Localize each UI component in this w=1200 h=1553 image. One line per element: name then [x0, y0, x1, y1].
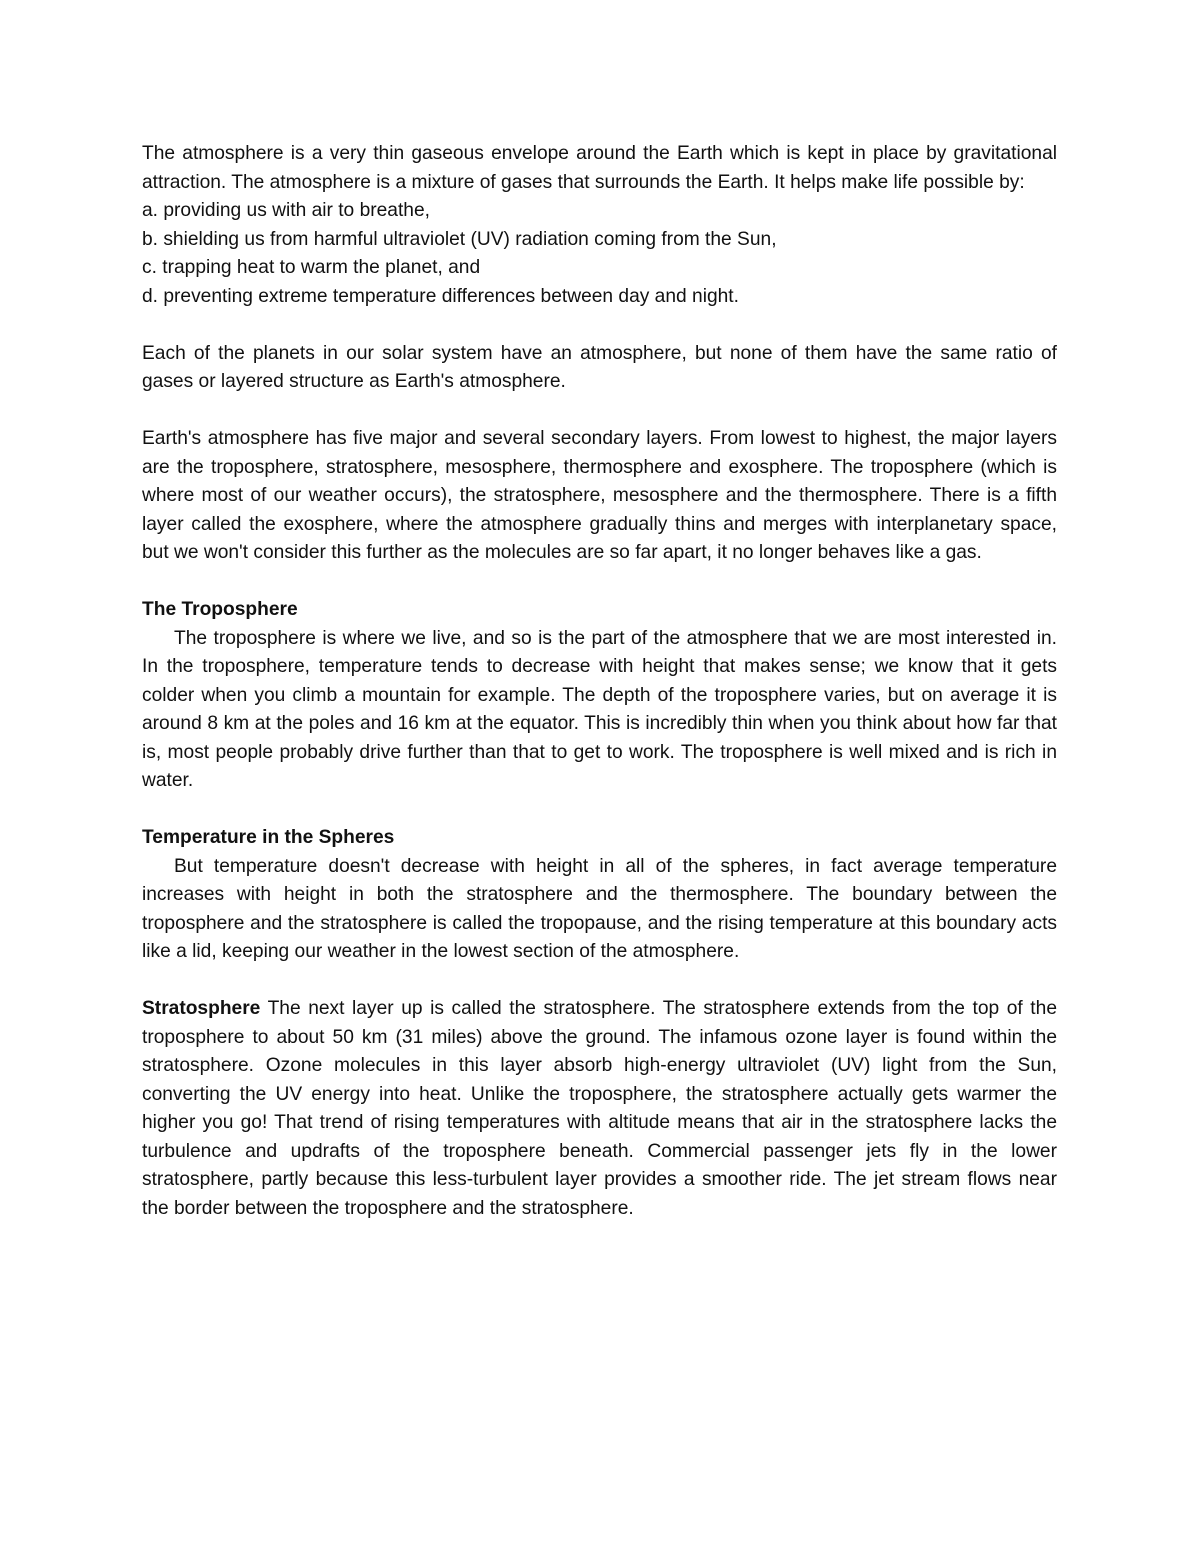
- temperature-body: But temperature doesn't decrease with height in all of the spheres, in fact average temperature increases with height in both the stratosphere and the thermosphere. The boundary between the troposphere and the stratosphere is called the tropopause, and the rising temperature at this boundary acts like a lid, keeping our weather in the lowest section of the atmosphere.: [142, 855, 1057, 962]
- temperature-paragraph: [142, 853, 1057, 967]
- document-page: [142, 140, 1057, 1223]
- list-item-b: b. shielding us from harmful ultraviolet (UV) radiation coming from the Sun,: [142, 228, 777, 250]
- list-item-c: c. trapping heat to warm the planet, and: [142, 257, 481, 278]
- stratosphere-heading: Stratosphere: [142, 998, 261, 1019]
- layers-paragraph: Earth's atmosphere has five major and several secondary layers. From lowest to highest, the major layers are the troposphere, stratosphere, mesosphere, thermosphere and exosphere. The troposphere (which is where most of our weather occurs), the stratosphere, mesosphere and the thermosphere. There is a fifth layer called the exosphere, where the atmosphere gradually thins and merges with interplanetary space, but we won't consider this further as the molecules are so far apart, it no longer behaves like a gas.: [142, 428, 1057, 563]
- troposphere-paragraph: [142, 625, 1057, 796]
- paragraph-spacer: [142, 568, 1057, 597]
- paragraph-spacer: [142, 967, 1057, 996]
- troposphere-heading: The Troposphere: [142, 599, 298, 620]
- stratosphere-paragraph: [142, 995, 1057, 1223]
- paragraph-spacer: [142, 311, 1057, 340]
- temperature-heading: Temperature in the Spheres: [142, 827, 395, 848]
- list-item-a: a. providing us with air to breathe,: [142, 200, 430, 221]
- stratosphere-body: The next layer up is called the stratosphere. The stratosphere extends from the top of the troposphere to about 50 km (31 miles) above the ground. The infamous ozone layer is found within the stratosphere. Ozone molecules in this layer absorb high-energy ultraviolet (UV) light from the Sun, converting the UV energy into heat. Unlike the troposphere, the stratosphere actually gets warmer the higher you go! That trend of rising temperatures with altitude means that air in the stratosphere lacks the turbulence and updrafts of the troposphere beneath. Commercial passenger jets fly in the lower stratosphere, partly because this less-turbulent layer provides a smoother ride. The jet stream flows near the border between the troposphere and the stratosphere.: [142, 998, 1057, 1219]
- troposphere-body: The troposphere is where we live, and so is the part of the atmosphere that we are most interested in. In the troposphere, temperature tends to decrease with height that makes sense; we know that it gets colder when you climb a mountain for example. The depth of the troposphere varies, but on average it is around 8 km at the poles and 16 km at the equator. This is incredibly thin when you think about how far that is, most people probably drive further than that to get to work. The troposphere is well mixed and is rich in water.: [142, 627, 1057, 791]
- list-item-d: d. preventing extreme temperature differences between day and night.: [142, 285, 739, 307]
- paragraph-spacer: [142, 796, 1057, 825]
- planets-paragraph: Each of the planets in our solar system have an atmosphere, but none of them have the same ratio of gases or layered structure as Earth's atmosphere.: [142, 342, 1057, 392]
- intro-paragraph: The atmosphere is a very thin gaseous envelope around the Earth which is kept in place by gravitational attraction. The atmosphere is a mixture of gases that surrounds the Earth. It helps make life possible by:: [142, 143, 1057, 193]
- paragraph-spacer: [142, 397, 1057, 426]
